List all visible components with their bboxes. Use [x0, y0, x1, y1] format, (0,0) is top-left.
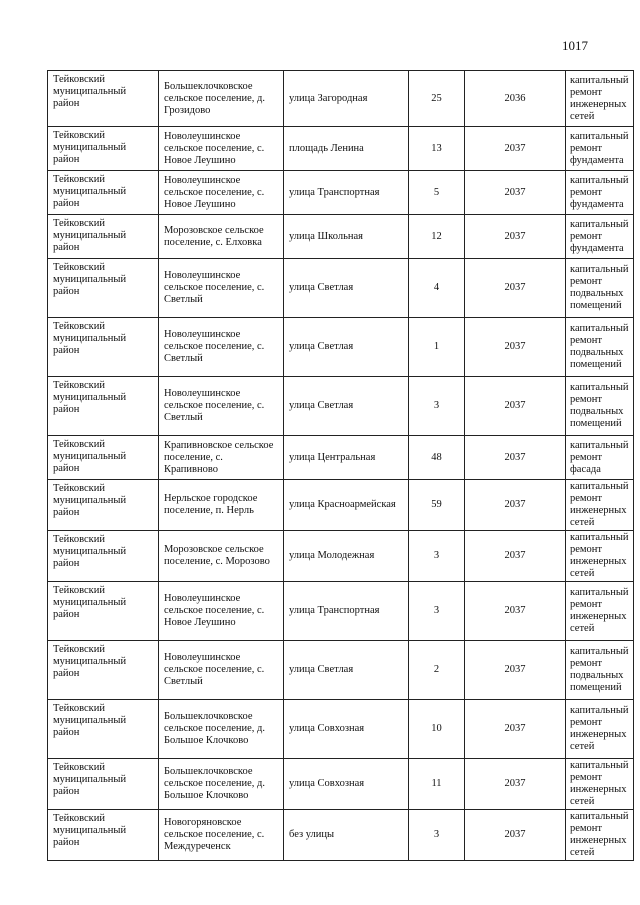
house-number-cell: 10	[409, 700, 465, 759]
house-number-cell: 11	[409, 759, 465, 810]
year-cell: 2036	[465, 71, 566, 127]
house-number-cell: 5	[409, 171, 465, 215]
page-number: 1017	[562, 38, 588, 53]
repair-schedule-table	[47, 70, 634, 861]
district-cell: Тейковский муниципальный район	[48, 71, 159, 127]
settlement-cell: Новогоряновское сельское поселение, с. Междуреченск	[159, 810, 284, 861]
street-cell: улица Совхозная	[284, 700, 409, 759]
house-number-cell: 3	[409, 377, 465, 436]
house-number-cell: 3	[409, 810, 465, 861]
year-cell: 2037	[465, 215, 566, 259]
district-cell: Тейковский муниципальный район	[48, 215, 159, 259]
work-type-cell: капитальный ремонт инженерных сетей	[566, 700, 634, 759]
table-row	[48, 582, 634, 641]
table-row	[48, 259, 634, 318]
table-row	[48, 531, 634, 582]
table-row	[48, 377, 634, 436]
table-row	[48, 759, 634, 810]
district-cell: Тейковский муниципальный район	[48, 582, 159, 641]
year-cell: 2037	[465, 480, 566, 531]
year-cell: 2037	[465, 810, 566, 861]
settlement-cell: Новолеушинское сельское поселение, с. Светлый	[159, 377, 284, 436]
district-cell: Тейковский муниципальный район	[48, 377, 159, 436]
house-number-cell: 2	[409, 641, 465, 700]
table-row	[48, 127, 634, 171]
street-cell: улица Светлая	[284, 318, 409, 377]
settlement-cell: Новолеушинское сельское поселение, с. Светлый	[159, 318, 284, 377]
district-cell: Тейковский муниципальный район	[48, 641, 159, 700]
district-cell: Тейковский муниципальный район	[48, 318, 159, 377]
street-cell: без улицы	[284, 810, 409, 861]
street-cell: улица Молодежная	[284, 531, 409, 582]
table-row	[48, 641, 634, 700]
work-type-cell: капитальный ремонт инженерных сетей	[566, 71, 634, 127]
settlement-cell: Новолеушинское сельское поселение, с. Новое Леушино	[159, 127, 284, 171]
table-row	[48, 700, 634, 759]
street-cell: улица Светлая	[284, 641, 409, 700]
work-type-cell: капитальный ремонт подвальных помещений	[566, 377, 634, 436]
settlement-cell: Нерльское городское поселение, п. Нерль	[159, 480, 284, 531]
work-type-cell: капитальный ремонт подвальных помещений	[566, 318, 634, 377]
year-cell: 2037	[465, 436, 566, 480]
settlement-cell: Большеклочковское сельское поселение, д. Большое Клочково	[159, 700, 284, 759]
settlement-cell: Морозовское сельское поселение, с. Елховка	[159, 215, 284, 259]
year-cell: 2037	[465, 171, 566, 215]
house-number-cell: 12	[409, 215, 465, 259]
table-row	[48, 318, 634, 377]
year-cell: 2037	[465, 259, 566, 318]
work-type-cell: капитальный ремонт инженерных сетей	[566, 810, 634, 861]
table-row	[48, 480, 634, 531]
work-type-cell: капитальный ремонт инженерных сетей	[566, 531, 634, 582]
district-cell: Тейковский муниципальный район	[48, 531, 159, 582]
street-cell: улица Центральная	[284, 436, 409, 480]
district-cell: Тейковский муниципальный район	[48, 171, 159, 215]
house-number-cell: 25	[409, 71, 465, 127]
year-cell: 2037	[465, 531, 566, 582]
work-type-cell: капитальный ремонт подвальных помещений	[566, 259, 634, 318]
district-cell: Тейковский муниципальный район	[48, 759, 159, 810]
settlement-cell: Морозовское сельское поселение, с. Морозово	[159, 531, 284, 582]
settlement-cell: Большеклочковское сельское поселение, д. Грозидово	[159, 71, 284, 127]
year-cell: 2037	[465, 377, 566, 436]
house-number-cell: 48	[409, 436, 465, 480]
district-cell: Тейковский муниципальный район	[48, 127, 159, 171]
year-cell: 2037	[465, 759, 566, 810]
table-row	[48, 71, 634, 127]
settlement-cell: Новолеушинское сельское поселение, с. Новое Леушино	[159, 582, 284, 641]
district-cell: Тейковский муниципальный район	[48, 480, 159, 531]
work-type-cell: капитальный ремонт инженерных сетей	[566, 759, 634, 810]
year-cell: 2037	[465, 641, 566, 700]
year-cell: 2037	[465, 700, 566, 759]
house-number-cell: 59	[409, 480, 465, 531]
settlement-cell: Новолеушинское сельское поселение, с. Светлый	[159, 641, 284, 700]
table-body	[48, 71, 634, 861]
street-cell: площадь Ленина	[284, 127, 409, 171]
settlement-cell: Новолеушинское сельское поселение, с. Светлый	[159, 259, 284, 318]
district-cell: Тейковский муниципальный район	[48, 810, 159, 861]
work-type-cell: капитальный ремонт подвальных помещений	[566, 641, 634, 700]
settlement-cell: Большеклочковское сельское поселение, д. Большое Клочково	[159, 759, 284, 810]
street-cell: улица Красноармейская	[284, 480, 409, 531]
table-row	[48, 810, 634, 861]
work-type-cell: капитальный ремонт инженерных сетей	[566, 480, 634, 531]
district-cell: Тейковский муниципальный район	[48, 259, 159, 318]
district-cell: Тейковский муниципальный район	[48, 436, 159, 480]
year-cell: 2037	[465, 127, 566, 171]
house-number-cell: 13	[409, 127, 465, 171]
year-cell: 2037	[465, 318, 566, 377]
work-type-cell: капитальный ремонт фасада	[566, 436, 634, 480]
street-cell: улица Загородная	[284, 71, 409, 127]
work-type-cell: капитальный ремонт фундамента	[566, 171, 634, 215]
work-type-cell: капитальный ремонт фундамента	[566, 127, 634, 171]
settlement-cell: Новолеушинское сельское поселение, с. Новое Леушино	[159, 171, 284, 215]
year-cell: 2037	[465, 582, 566, 641]
street-cell: улица Светлая	[284, 377, 409, 436]
street-cell: улица Транспортная	[284, 171, 409, 215]
table-row	[48, 171, 634, 215]
house-number-cell: 1	[409, 318, 465, 377]
house-number-cell: 3	[409, 582, 465, 641]
house-number-cell: 4	[409, 259, 465, 318]
work-type-cell: капитальный ремонт фундамента	[566, 215, 634, 259]
house-number-cell: 3	[409, 531, 465, 582]
street-cell: улица Совхозная	[284, 759, 409, 810]
street-cell: улица Школьная	[284, 215, 409, 259]
street-cell: улица Светлая	[284, 259, 409, 318]
work-type-cell: капитальный ремонт инженерных сетей	[566, 582, 634, 641]
district-cell: Тейковский муниципальный район	[48, 700, 159, 759]
table-row	[48, 436, 634, 480]
table-row	[48, 215, 634, 259]
settlement-cell: Крапивновское сельское поселение, с. Крапивново	[159, 436, 284, 480]
street-cell: улица Транспортная	[284, 582, 409, 641]
